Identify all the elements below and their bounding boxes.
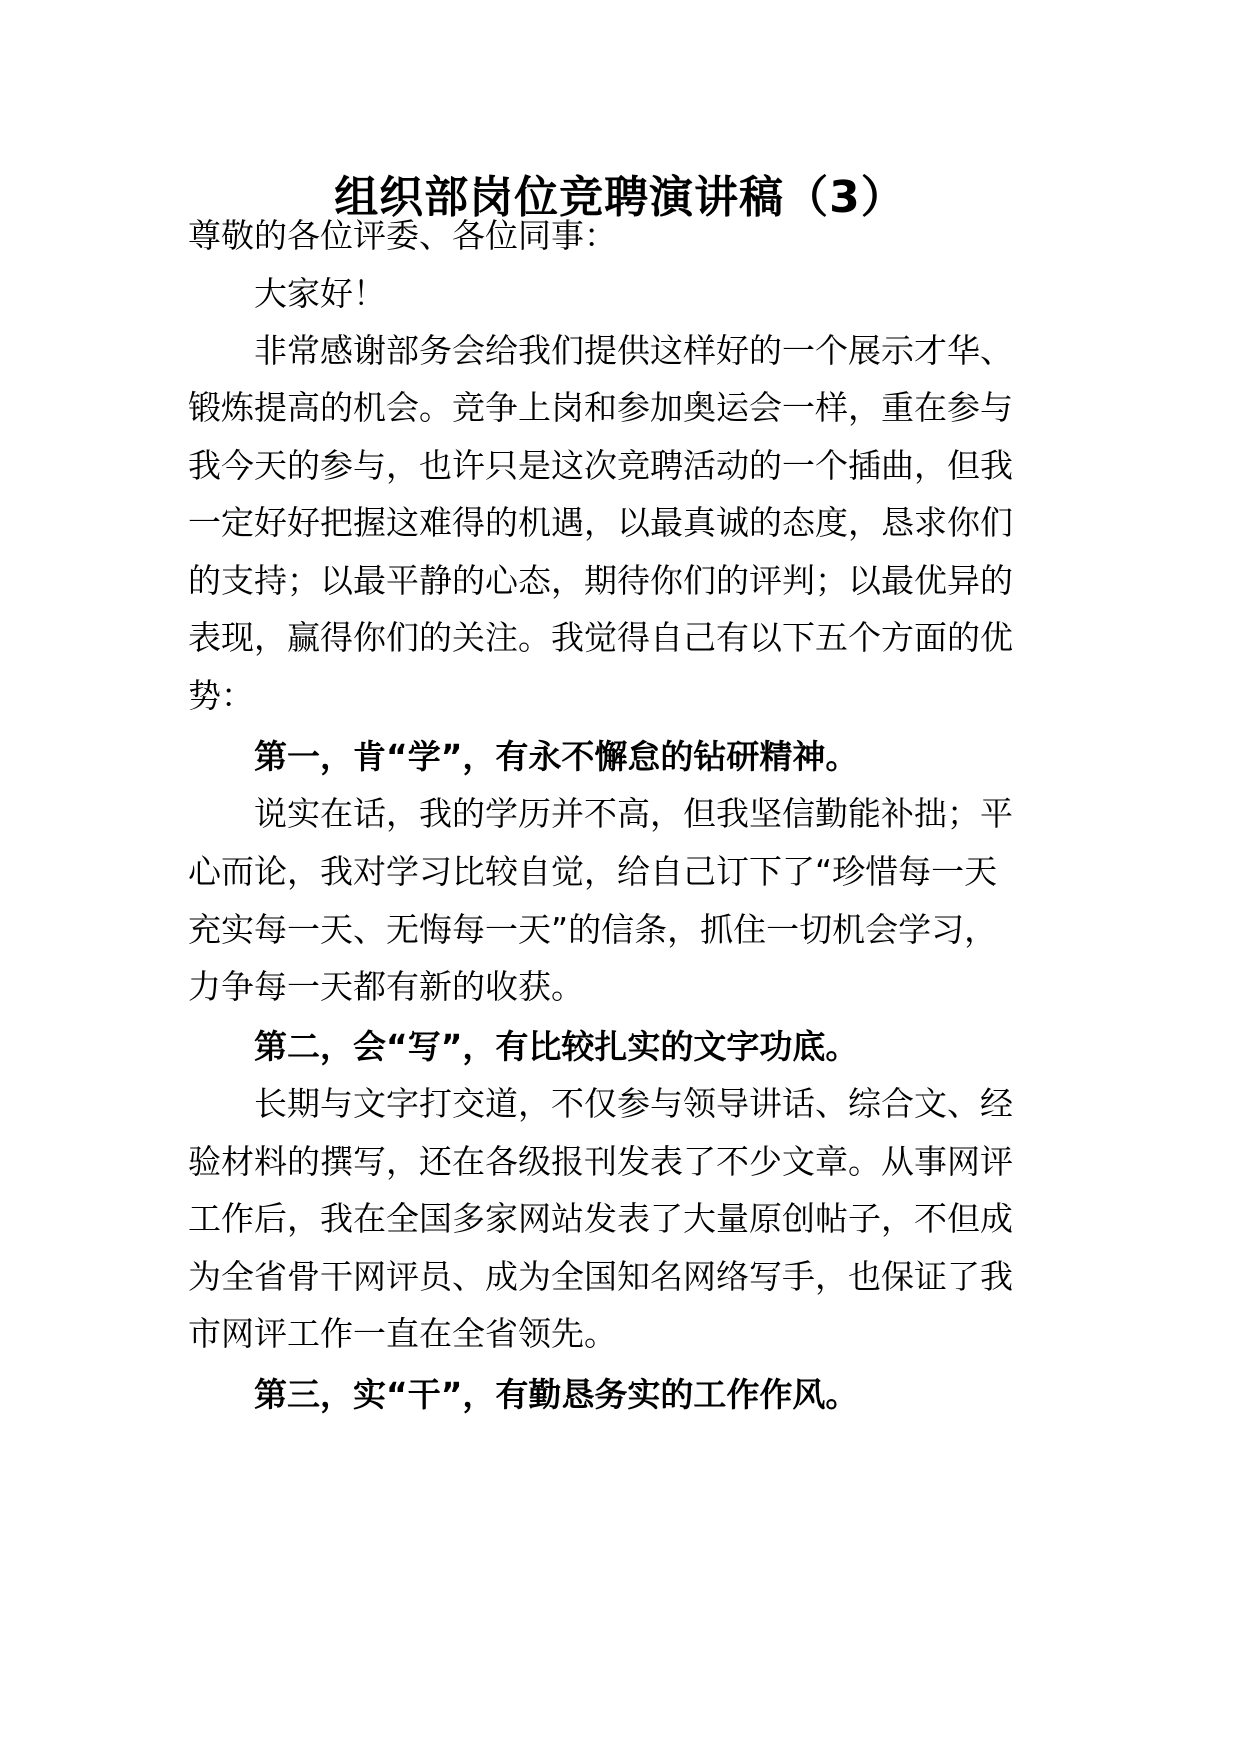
- para1-line-2: 锻炼提高的机会。竞争上岗和参加奥运会一样，重在参与: [188, 388, 1013, 427]
- para1-line-1: 非常感谢部务会给我们提供这样好的一个展示才华、: [254, 331, 1013, 370]
- para1-line-5: 的支持；以最平静的心态，期待你们的评判；以最优异的: [188, 561, 1013, 600]
- section-heading-1: 第一，肯“学”，有永不懈怠的钻研精神。: [254, 737, 859, 776]
- document-title: 组织部岗位竞聘演讲稿（3）: [334, 172, 906, 223]
- para1-line-6: 表现，赢得你们的关注。我觉得自己有以下五个方面的优: [188, 618, 1013, 657]
- para2-line-3: 充实每一天、无悔每一天”的信条，抓住一切机会学习，: [188, 910, 998, 949]
- section-heading-2: 第二，会“写”，有比较扎实的文字功底。: [254, 1027, 859, 1066]
- para3-line-1: 长期与文字打交道，不仅参与领导讲话、综合文、经: [254, 1084, 1013, 1123]
- para2-line-1: 说实在话，我的学历并不高，但我坚信勤能补拙；平: [254, 794, 1013, 833]
- para1-line-3: 我今天的参与，也许只是这次竞聘活动的一个插曲，但我: [188, 446, 1013, 485]
- greeting: 尊敬的各位评委、各位同事：: [188, 216, 617, 255]
- para1-line-4: 一定好好把握这难得的机遇，以最真诚的态度，恳求你们: [188, 503, 1013, 542]
- salutation: 大家好！: [254, 274, 386, 313]
- para3-line-2: 验材料的撰写，还在各级报刊发表了不少文章。从事网评: [188, 1142, 1013, 1181]
- para3-line-4: 为全省骨干网评员、成为全国知名网络写手，也保证了我: [188, 1257, 1013, 1296]
- para2-line-2: 心而论，我对学习比较自觉，给自己订下了“珍惜每一天: [188, 852, 998, 891]
- para2-line-4: 力争每一天都有新的收获。: [188, 967, 584, 1006]
- para3-line-5: 市网评工作一直在全省领先。: [188, 1314, 617, 1353]
- section-heading-3: 第三，实“干”，有勤恳务实的工作作风。: [254, 1375, 859, 1414]
- para1-line-7: 势：: [188, 676, 254, 715]
- para3-line-3: 工作后，我在全国多家网站发表了大量原创帖子，不但成: [188, 1199, 1013, 1238]
